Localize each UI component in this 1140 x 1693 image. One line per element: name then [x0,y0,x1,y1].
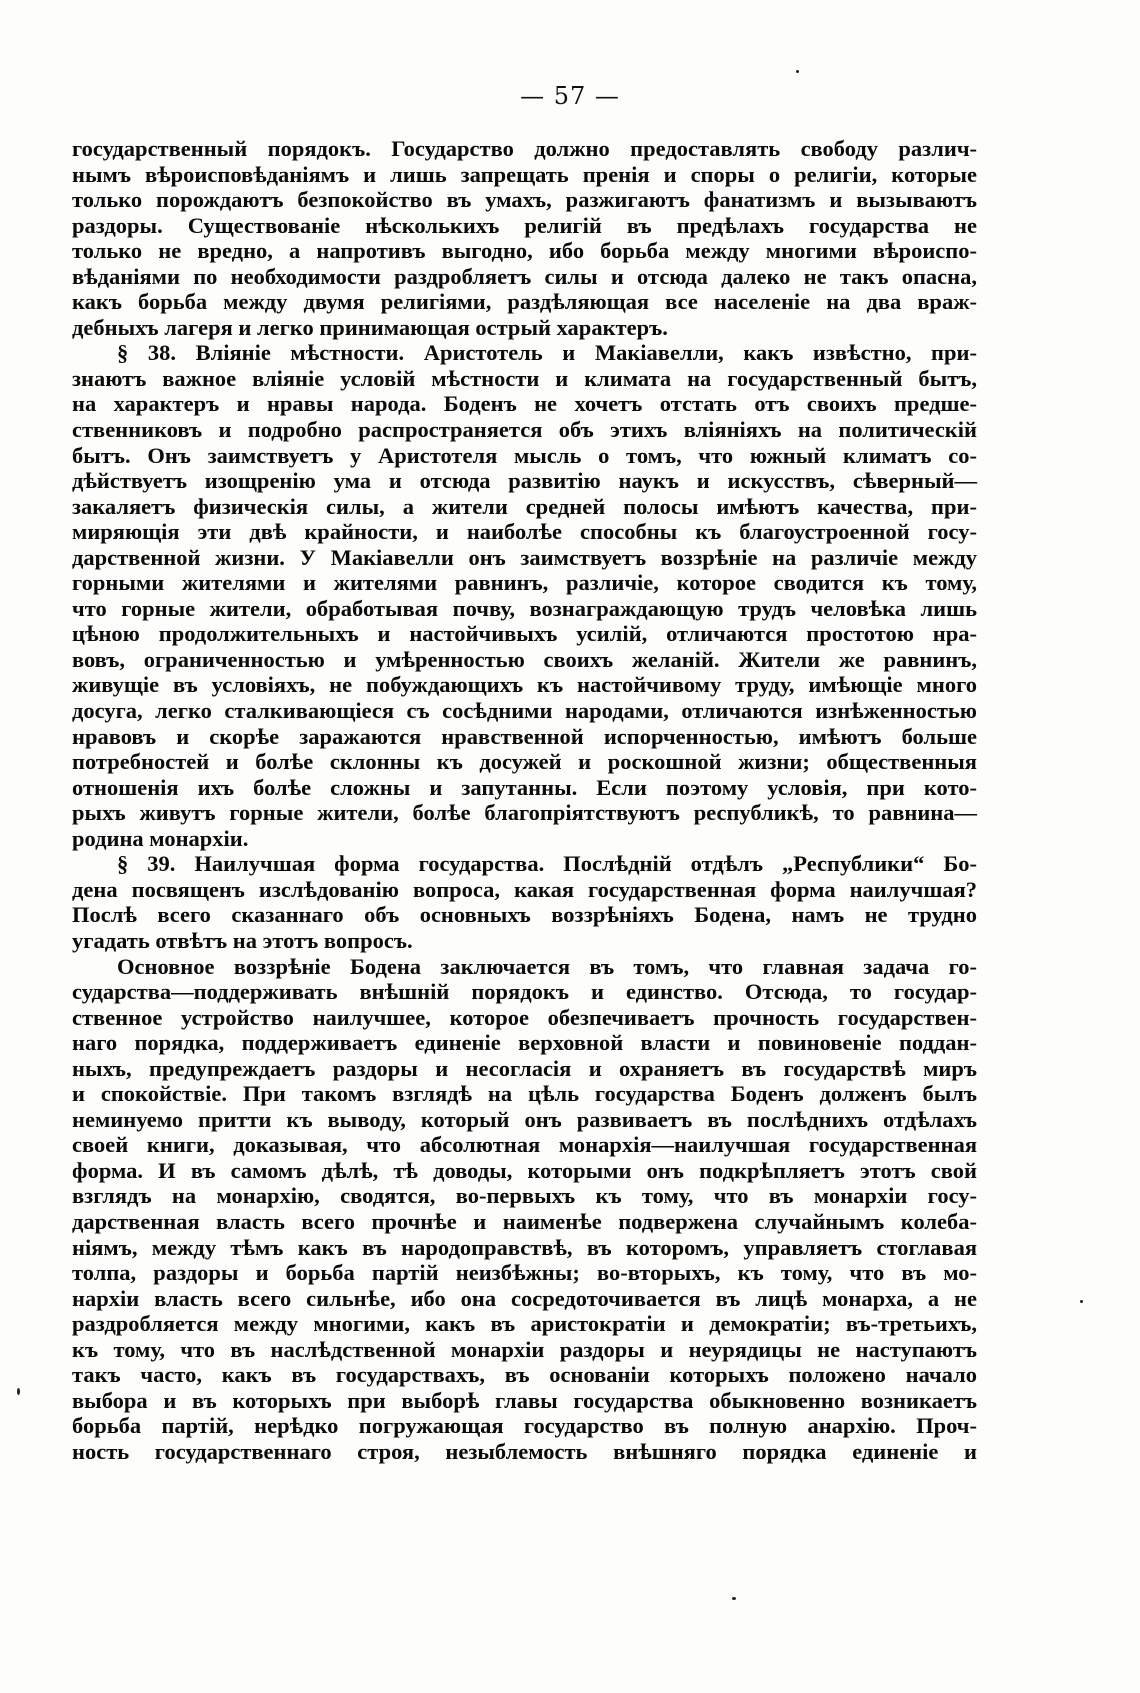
text-line: дѣйствуетъ изощренію ума и отсюда развитію наукъ и искусствъ, сѣверный— [72,468,977,494]
text-line: цѣною продолжительныхъ и настойчивыхъ усилій, отличаются простотою нра- [72,621,977,647]
text-line: бытъ. Онъ заимствуетъ у Аристотеля мысль о томъ, что южный климатъ со- [72,442,977,468]
text-line: горными жителями и жителями равнинъ, различіе, которое сводится къ тому, [72,570,977,596]
text-line: наго порядка, поддерживаетъ единеніе верховной власти и повиновеніе поддан- [72,1030,977,1056]
scan-speck [17,1388,20,1395]
text-line: ственниковъ и подробно распространяется объ этихъ вліяніяхъ на политическій [72,417,977,443]
text-line: раздробляется между многими, какъ въ аристократіи и демократіи; въ-третьихъ, [72,1311,977,1337]
text-line: родина монархіи. [72,825,249,851]
text-line: § 38. Вліяніе мѣстности. Аристотель и Макіавелли, какъ извѣстно, при- [117,340,977,366]
text-line: какъ борьба между двумя религіями, раздѣляющая все населеніе на два враж- [72,289,977,315]
text-line: потребностей и болѣе склонны къ досужей и роскошной жизни; общественныя [72,749,977,775]
text-line: ныхъ, предупреждаетъ раздоры и несогласія и охраняетъ въ государствѣ миръ [72,1055,977,1081]
scan-speck [732,1597,736,1600]
text-line: § 39. Наилучшая форма государства. Послѣдній отдѣлъ „Республики“ Бо- [117,851,977,877]
text-line: выбора и въ которыхъ при выборѣ главы государства обыкновенно возникаетъ [72,1387,977,1413]
text-line: досуга, легко сталкивающіеся съ сосѣдними народами, отличаются изнѣженностью [72,698,977,724]
text-line: къ тому, что въ наслѣдственной монархіи раздоры и неурядицы не наступаютъ [72,1336,977,1362]
text-line: рыхъ живутъ горные жители, болѣе благопріятствуютъ республикѣ, то равнина— [72,800,977,826]
text-line: дарственной жизни. У Макіавелли онъ заимствуетъ воззрѣніе на различіе между [72,544,977,570]
text-line: только не вредно, а напротивъ выгодно, ибо борьба между многими вѣроиспо- [72,238,977,264]
text-line: знаютъ важное вліяніе условій мѣстности и климата на государственный бытъ, [72,365,977,391]
text-line: раздоры. Существованіе нѣсколькихъ религій въ предѣлахъ государства не [72,212,977,238]
page-number: — 57 — [520,82,620,110]
text-line: государственный порядокъ. Государство должно предоставлять свободу различ- [72,136,977,161]
text-line: ность государственнаго строя, незыблемость внѣшняго порядка единеніе и [72,1438,977,1464]
text-line: взглядъ на монархію, сводятся, во-первыхъ къ тому, что въ монархіи госу- [72,1183,977,1209]
text-line: форма. И въ самомъ дѣлѣ, тѣ доводы, которыми онъ подкрѣпляетъ этотъ свой [72,1157,977,1183]
text-line: вовъ, ограниченностью и умѣренностью своихъ желаній. Жители же равнинъ, [72,646,977,672]
text-line: нымъ вѣроисповѣданіямъ и лишь запрещать пренія и споры о религіи, которые [72,161,977,187]
text-line: нравовъ и скорѣе заражаются нравственной испорченностью, имѣютъ больше [72,723,977,749]
text-line: только порождаютъ безпокойство въ умахъ, разжигаютъ фанатизмъ и вызываютъ [72,187,977,213]
text-line: дебныхъ лагеря и легко принимающая острый характеръ. [72,314,668,340]
text-line: отношенія ихъ болѣе сложны и запутанны. Если поэтому условія, при кото- [72,774,977,800]
text-line: ніямъ, между тѣмъ какъ въ народоправствѣ, въ которомъ, управляетъ стоглавая [72,1234,977,1260]
text-line: миряющія эти двѣ крайности, и наиболѣе способны къ благоустроенной госу- [72,519,977,545]
text-line: неминуемо притти къ выводу, который онъ развиваетъ въ послѣднихъ отдѣлахъ [72,1106,977,1132]
text-line: живущіе въ условіяхъ, не побуждающихъ къ настойчивому труду, имѣющіе много [72,672,977,698]
text-line: сударства—поддерживать внѣшній порядокъ и единство. Отсюда, то государ- [72,979,977,1005]
scan-speck [1080,1300,1083,1303]
text-line: толпа, раздоры и борьба партій неизбѣжны; во-вторыхъ, къ тому, что въ мо- [72,1260,977,1286]
text-line: закаляетъ физическія силы, а жители средней полосы имѣютъ качества, при- [72,493,977,519]
text-line: Основное воззрѣніе Бодена заключается въ томъ, что главная задача го- [117,953,977,979]
text-line: дена посвященъ изслѣдованію вопроса, какая государственная форма наилучшая? [72,876,977,902]
body-text [72,136,977,1464]
text-line: нархіи власть всего сильнѣе, ибо она сосредоточивается въ лицѣ монарха, а не [72,1285,977,1311]
text-line: такъ часто, какъ въ государствахъ, въ основаніи которыхъ положено начало [72,1362,977,1388]
text-line: борьба партій, нерѣдко погружающая государство въ полную анархію. Проч- [72,1413,977,1439]
text-line: Послѣ всего сказаннаго объ основныхъ воззрѣніяхъ Бодена, намъ не трудно [72,902,977,928]
text-line: своей книги, доказывая, что абсолютная монархія—наилучшая государственная [72,1132,977,1158]
text-line: ственное устройство наилучшее, которое обезпечиваетъ прочность государствен- [72,1004,977,1030]
text-line: угадать отвѣтъ на этотъ вопросъ. [72,927,413,953]
text-line: на характеръ и нравы народа. Боденъ не хочетъ отстать отъ своихъ предше- [72,391,977,417]
text-line: что горные жители, обработывая почву, вознаграждающую трудъ человѣка лишь [72,595,977,621]
text-line: вѣданіями по необходимости раздробляетъ силы и отсюда далеко не такъ опасна, [72,263,977,289]
text-line: дарственная власть всего прочнѣе и наименѣе подвержена случайнымъ колеба- [72,1208,977,1234]
text-line: и спокойствіе. При такомъ взглядѣ на цѣль государства Боденъ долженъ былъ [72,1081,977,1107]
scan-speck [796,70,799,73]
